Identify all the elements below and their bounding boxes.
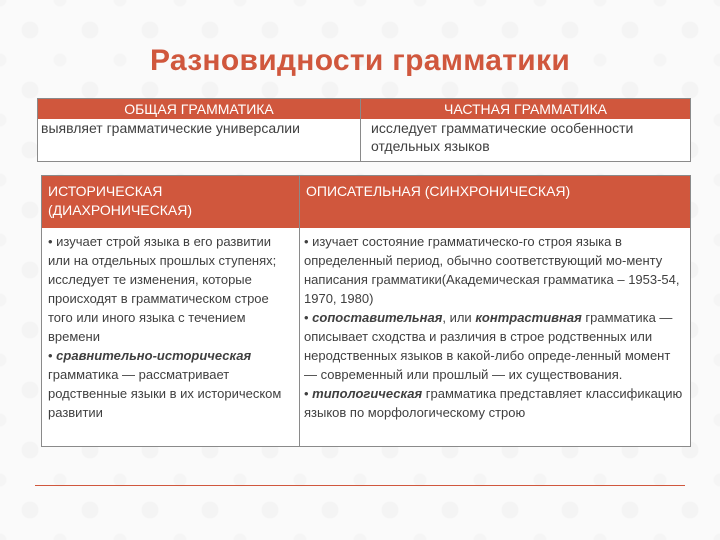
slide-title: Разновидности грамматики [149,44,571,77]
descriptive-paragraph-2-text: грамматика — описывает сходства и различия в строе родственных или неродственных языков в какой-либо опреде-ленный момент — современный или прошлый — их существования. [304,310,673,382]
comparative-historical-term: сравнительно-историческая [56,348,252,363]
top-table [37,98,691,162]
bottom-table [41,175,691,447]
descriptive-paragraph-1: • изучает состояние грамматическо-го строя языка в определенный период, обычно соответствующий мо-менту написания грамматики(Академическая грамматика – 1953-54, 1970, 1980) [304,234,680,306]
descriptive-grammar-column [299,176,691,446]
historical-paragraph-2-text: грамматика — рассматривает родственные языки в их историческом развитии [48,367,282,420]
general-grammar-text: выявляет грамматические универсалии [41,120,300,136]
historical-grammar-header: ИСТОРИЧЕСКАЯ (ДИАХРОНИЧЕСКАЯ) [48,183,193,218]
bullet: • [304,386,313,401]
comparative-term: сопоставительная [312,310,443,325]
descriptive-paragraph-2 [304,308,686,384]
historical-grammar-body [42,228,298,422]
general-grammar-column [38,99,361,161]
descriptive-grammar-header: ОПИСАТЕЛЬНАЯ (СИНХРОНИЧЕСКАЯ) [306,183,571,199]
historical-paragraph-1: • изучает строй языка в его развитии или на отдельных прошлых ступенях; исследует те изменения, которые происходят в грамматическом строе того или иного языка с течением времени [48,234,277,344]
bullet: • [304,310,313,325]
descriptive-paragraph-2-mid: , или [442,310,476,325]
general-grammar-header: ОБЩАЯ ГРАММАТИКА [124,101,274,117]
descriptive-paragraph-3 [304,384,686,422]
particular-grammar-text: исследует грамматические особенности отдельных языков [371,120,634,154]
descriptive-grammar-body [300,228,691,422]
historical-paragraph-2 [48,346,293,422]
descriptive-paragraph-3-text: грамматика представляет классификацию языков по морфологическому строю [304,386,683,420]
particular-grammar-header: ЧАСТНАЯ ГРАММАТИКА [443,101,607,117]
bullet: • [48,348,57,363]
contrastive-term: контрастивная [475,310,582,325]
particular-grammar-column [361,99,690,161]
footer-divider [35,485,685,486]
typological-term: типологическая [312,386,423,401]
historical-grammar-column [42,176,298,446]
